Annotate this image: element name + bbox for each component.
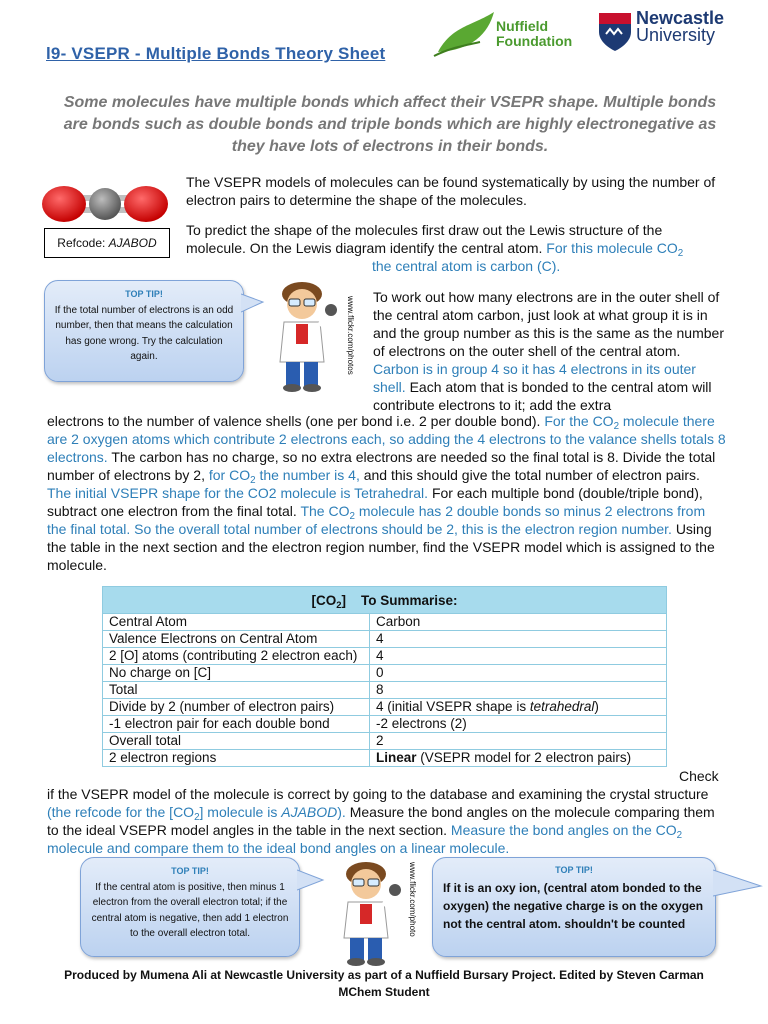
paragraph-3-s4: and this should give the total number of electron pairs. <box>363 467 700 483</box>
newcastle-logo-line2: University <box>636 25 716 45</box>
scientist-cartoon-2 <box>336 860 402 968</box>
nuffield-logo-text: Nuffield Foundation <box>496 18 573 49</box>
paragraph-2 <box>186 221 726 275</box>
subscript: 2 <box>194 812 200 823</box>
paragraph-3-s5: For each multiple bond (double/triple bond), subtract one electron from the final total. <box>47 485 703 519</box>
footer-line-1: Produced by Mumena Ali at Newcastle University as part of a Nuffield Bursary Project. Edited by Steven Carman <box>64 968 704 982</box>
co2-molecule-model <box>40 182 170 226</box>
table-row: Divide by 2 (number of electron pairs) 4 (initial VSEPR shape is tetrahedral) <box>103 699 667 716</box>
paragraph-3-s1: To work out how many electrons are in the outer shell of the central atom carbon, just look at what group it is in and the group number as this is the same as the number of electrons on the outer shell of the central atom. <box>373 289 724 359</box>
paragraph-3-s2-end: electrons to the number of valence shells (one per bond i.e. 2 per double bond). <box>47 413 541 429</box>
top-tip-1-title: TOP TIP! <box>125 289 163 299</box>
table-row: Valence Electrons on Central Atom 4 <box>103 631 667 648</box>
paragraph-3-b2b: molecule there are 2 oxygen atoms which contribute 2 electrons each, so adding the 4 electrons to the valance shells totals 8 electrons. <box>47 413 726 465</box>
subscript: 2 <box>677 248 684 259</box>
paragraph-1: The VSEPR models of molecules can be found systematically by using the number of electron pairs to determine the shape of the molecules. <box>186 174 716 208</box>
refcode-box <box>44 228 170 258</box>
subscript: 2 <box>336 599 342 611</box>
speech-tail-icon <box>297 868 325 894</box>
scientist-cartoon-1 <box>272 280 338 394</box>
paragraph-3-s2-start: Each atom that is bonded to the central atom will contribute electrons to it; add the extra <box>373 379 712 413</box>
flickr-credit-1: www.flickr.com/photos <box>346 296 355 375</box>
flickr-credit-2: www.flickr.com/photo <box>408 862 417 937</box>
leaf-icon <box>432 6 502 58</box>
subscript: 2 <box>613 421 620 432</box>
table-row: No charge on [C] 0 <box>103 665 667 682</box>
subscript: 2 <box>250 475 256 486</box>
paragraph-3-b5b: molecule has 2 double bonds so minus 2 electrons from the final total. So the overall total number of electrons should be 2, this is the electron region number. <box>47 503 706 537</box>
top-tip-2 <box>80 857 300 957</box>
paragraph-2-highlight-b: the central atom is carbon (C). <box>372 258 561 274</box>
paragraph-3-b3a: for CO <box>208 467 251 483</box>
top-tip-3-text: If it is an oxy ion, (central atom bonded to the oxygen) the negative charge is on the oxygen not the central atom. shouldn't be counted <box>443 880 704 931</box>
paragraph-3 <box>373 288 725 414</box>
paragraph-4 <box>47 785 727 857</box>
paragraph-2-highlight-a: For this molecule CO <box>546 240 678 256</box>
crest-icon <box>598 12 632 52</box>
newcastle-logo <box>598 10 738 56</box>
paragraph-4-b1: (the refcode for the $[CO_2]$ molecule is AJABOD). <box>47 804 346 823</box>
paragraph-3-cont <box>47 412 727 574</box>
footer <box>0 967 768 1001</box>
subscript: 2 <box>349 511 355 522</box>
summary-table-title: $[CO_2]$ To Summarise: <box>103 587 667 614</box>
table-row: 2 electron regions Linear (VSEPR model for 2 electron pairs) <box>103 750 667 767</box>
paragraph-3-b3b: the number is 4, <box>259 467 360 483</box>
paragraph-2-text: To predict the shape of the molecules first draw out the Lewis structure of the molecule. On the Lewis diagram identify the central atom. <box>186 222 663 256</box>
top-tip-3 <box>432 857 716 957</box>
table-row: 2 [O] atoms (contributing 2 electron each) 4 <box>103 648 667 665</box>
top-tip-2-text: If the central atom is positive, then minus 1 electron from the overall electron total; if the central atom is negative, then add 1 electron to the overall electron total. <box>91 881 289 939</box>
paragraph-3-b4: The initial VSEPR shape for the CO2 molecule is Tetrahedral. <box>47 485 429 501</box>
paragraph-3-s3: The carbon has no charge, so no extra electrons are needed so the final total is 8. Divide the total number of electrons by 2, <box>47 449 716 483</box>
newcastle-logo-line1: Newcastle <box>636 8 725 28</box>
top-tip-2-title: TOP TIP! <box>171 866 209 876</box>
paragraph-4-s1: if the VSEPR model of the molecule is correct by going to the database and examining the crystal structure <box>47 786 709 802</box>
top-tip-1-text: If the total number of electrons is an odd number, then that means the calculation has gone wrong. Try the calculation again. <box>54 304 234 362</box>
table-row: -1 electron pair for each double bond -2 electrons (2) <box>103 716 667 733</box>
top-tip-3-title: TOP TIP! <box>555 865 593 875</box>
speech-tail-icon <box>241 292 265 316</box>
check-word: Check <box>679 768 719 784</box>
intro-text: Some molecules have multiple bonds which affect their VSEPR shape. Multiple bonds are bonds such as double bonds and triple bonds which are highly electronegative as they have lots of electrons in their bonds. <box>63 94 717 155</box>
paragraph-4-s2: Measure the bond angles on the molecule comparing them to the ideal VSEPR model angles in the table in the next section. <box>47 804 715 838</box>
summary-table <box>102 586 667 767</box>
table-row: Total 8 <box>103 682 667 699</box>
table-row: Central Atom Carbon <box>103 614 667 631</box>
speech-tail-icon <box>713 868 763 898</box>
refcode-value: AJABOD <box>108 236 157 250</box>
refcode-label: Refcode: <box>57 236 106 250</box>
paragraph-3-b5a: The CO <box>300 503 350 519</box>
subscript: 2 <box>676 830 683 841</box>
page-title: l9- VSEPR - Multiple Bonds Theory Sheet <box>46 44 386 63</box>
paragraph-3-s6: Using the table in the next section and the electron region number, find the VSEPR model which is assigned to the molecule. <box>47 521 715 573</box>
top-tip-1 <box>44 280 244 382</box>
table-row: Overall total 2 <box>103 733 667 750</box>
paragraph-3-b2a: For the CO <box>544 413 614 429</box>
nuffield-logo <box>432 6 582 58</box>
paragraph-4-b2: Measure the bond angles on the $CO_2$ molecule and compare them to the ideal bond angles on a linear molecule. <box>47 822 683 856</box>
footer-line-2: MChem Student <box>338 985 430 999</box>
paragraph-3-b1: Carbon is in group 4 so it has 4 electrons in its outer shell. <box>373 361 696 395</box>
